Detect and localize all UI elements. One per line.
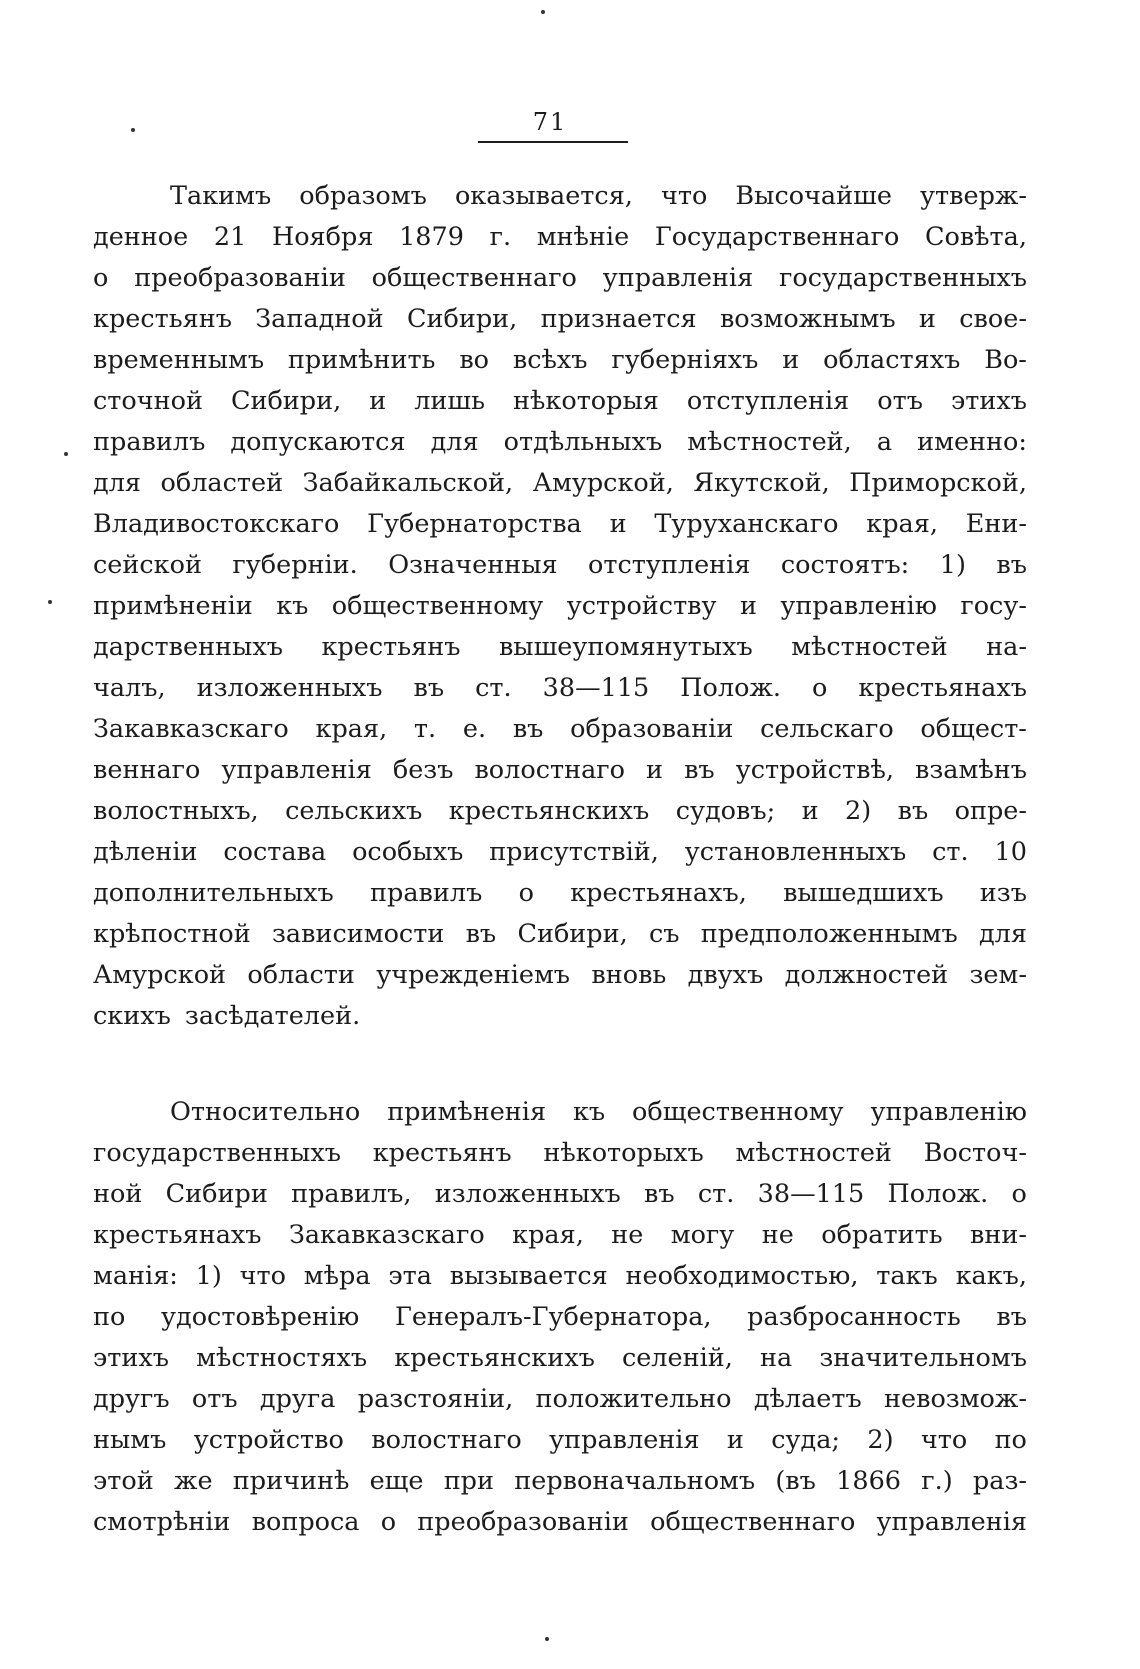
text-line: манія: 1) что мѣра эта вызывается необходимостью, такъ какъ, (93, 1261, 1027, 1291)
text-line: правилъ допускаются для отдѣльныхъ мѣстностей, а именно: (93, 427, 1027, 457)
text-line: Амурской области учрежденіемъ вновь двухъ должностей зем- (93, 960, 1027, 990)
text-line: Закавказскаго края, т. е. въ образованіи сельскаго общест- (93, 714, 1027, 744)
text-line: нымъ устройство волостнаго управленія и суда; 2) что по (93, 1425, 1027, 1455)
text-line: крѣпостной зависимости въ Сибири, съ предположеннымъ для (93, 919, 1027, 949)
text-line: другъ отъ друга разстояніи, положительно дѣлаетъ невозмож- (93, 1384, 1027, 1414)
text-line: смотрѣніи вопроса о преобразованіи общественнаго управленія (93, 1507, 1027, 1537)
scan-speck (541, 10, 545, 14)
text-line: веннаго управленія безъ волостнаго и въ устройствѣ, взамѣнъ (93, 755, 1027, 785)
text-line: примѣненіи къ общественному устройству и управленію госу- (93, 591, 1027, 621)
text-line: этой же причинѣ еще при первоначальномъ (въ 1866 г.) раз- (93, 1466, 1027, 1496)
text-line: временнымъ примѣнить во всѣхъ губерніяхъ и областяхъ Во- (93, 345, 1027, 375)
text-line: крестьянъ Западной Сибири, признается возможнымъ и свое- (93, 304, 1027, 334)
scan-speck (64, 452, 68, 456)
page-number: 71 (532, 108, 568, 136)
text-line: Владивостокскаго Губернаторства и Туруханскаго края, Ени- (93, 509, 1027, 539)
text-line: денное 21 Ноября 1879 г. мнѣніе Государственнаго Совѣта, (93, 222, 1027, 252)
text-line: для областей Забайкальской, Амурской, Якутской, Приморской, (93, 468, 1027, 498)
text-line: сейской губерніи. Означенныя отступленія состоятъ: 1) въ (93, 550, 1027, 580)
text-line: ной Сибири правилъ, изложенныхъ въ ст. 38—115 Полож. о (93, 1179, 1027, 1209)
text-line: чалъ, изложенныхъ въ ст. 38—115 Полож. о крестьянахъ (93, 673, 1027, 703)
text-line: дополнительныхъ правилъ о крестьянахъ, вышедшихъ изъ (93, 878, 1027, 908)
text-line: о преобразованіи общественнаго управленія государственныхъ (93, 263, 1027, 293)
page-number-rule (478, 141, 628, 143)
text-line: волостныхъ, сельскихъ крестьянскихъ судовъ; и 2) въ опре- (93, 796, 1027, 826)
text-line: скихъ засѣдателей. (93, 1001, 361, 1031)
text-line: Такимъ образомъ оказывается, что Высочайше утверж- (170, 181, 1027, 211)
scan-speck (545, 1637, 549, 1641)
text-line: государственныхъ крестьянъ нѣкоторыхъ мѣстностей Восточ- (93, 1138, 1027, 1168)
text-line: этихъ мѣстностяхъ крестьянскихъ селеній, на значительномъ (93, 1343, 1027, 1373)
scan-speck (48, 600, 52, 604)
scan-speck (131, 128, 135, 132)
text-line: по удостовѣренію Генералъ-Губернатора, разбросанность въ (93, 1302, 1027, 1332)
text-line: дарственныхъ крестьянъ вышеупомянутыхъ мѣстностей на- (93, 632, 1027, 662)
text-line: крестьянахъ Закавказскаго края, не могу не обратить вни- (93, 1220, 1027, 1250)
text-line: сточной Сибири, и лишь нѣкоторыя отступленія отъ этихъ (93, 386, 1027, 416)
text-line: Относительно примѣненія къ общественному управленію (170, 1097, 1027, 1127)
text-line: дѣленіи состава особыхъ присутствій, установленныхъ ст. 10 (93, 837, 1027, 867)
